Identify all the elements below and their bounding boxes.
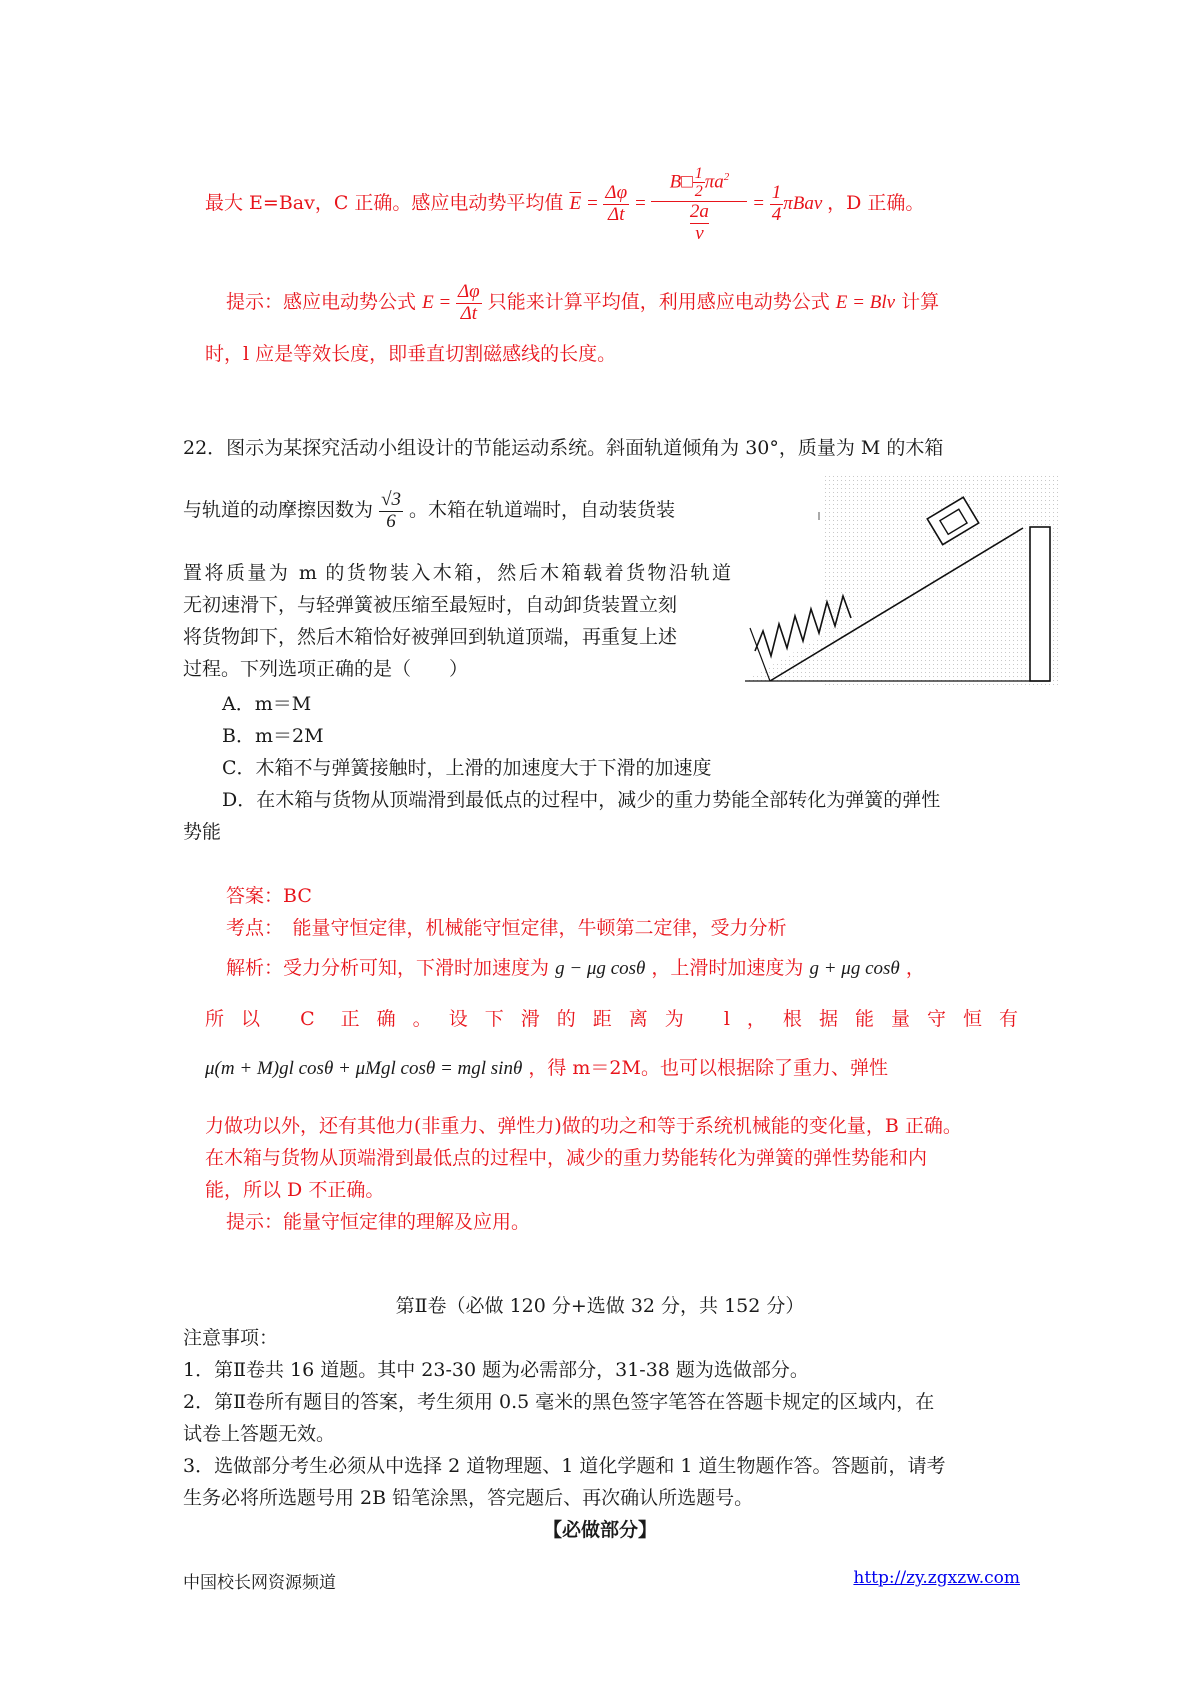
question-line-5: 将货物卸下，然后木箱恰好被弹回到轨道顶端，再重复上述 bbox=[183, 626, 678, 648]
notice-item-1: 1．第Ⅱ卷共 16 道题。其中 23-30 题为必需部分，31-38 题为选做部分。 bbox=[183, 1359, 809, 1381]
formula-line-prefix: 最大 E=Bav，C 正确。感应电动势平均值 bbox=[205, 192, 564, 214]
analysis-line-1 bbox=[226, 950, 925, 987]
notice-item-2: 2．第Ⅱ卷所有题目的答案，考生须用 0.5 毫米的黑色签字笔答在答题卡规定的区域内，在 bbox=[183, 1391, 935, 1413]
up-acceleration: g + μg cosθ bbox=[809, 958, 900, 979]
incline-spring-diagram bbox=[745, 476, 1060, 688]
required-section-title: 【必做部分】 bbox=[542, 1519, 657, 1541]
analysis-line-3 bbox=[205, 1050, 888, 1087]
question-line-1: 22．图示为某探究活动小组设计的节能运动系统。斜面轨道倾角为 30°，质量为 M 的木箱 bbox=[183, 437, 944, 459]
avg-emf-formula: $\overline{E}$ = $\frac{\Delta\varphi}{\Delta t}$ = B□ $\frac{1}{2}$ $\pi a^2$ 2a v = $\frac{1}{4}$ πBav bbox=[569, 164, 823, 244]
answer-hint: 提示：能量守恒定律的理解及应用。 bbox=[226, 1211, 531, 1233]
option-c: C．木箱不与弹簧接触时，上滑的加速度大于下滑的加速度 bbox=[222, 757, 712, 779]
hint-mid: 只能来计算平均值，利用感应电动势公式 bbox=[487, 291, 830, 313]
option-d: D．在木箱与货物从顶端滑到最低点的过程中，减少的重力势能全部转化为弹簧的弹性 bbox=[222, 789, 941, 811]
analysis-line-6: 能，所以 D 不正确。 bbox=[205, 1179, 385, 1201]
analysis-line-2: 所以 C 正确。设下滑的距离为 l，根据能量守恒有 bbox=[205, 1008, 1021, 1030]
hint-line bbox=[226, 277, 939, 328]
emf-formula-avg: E = $\frac{\Delta\varphi}{\Delta t}$ bbox=[422, 281, 480, 325]
analysis-line-5: 在木箱与货物从顶端滑到最低点的过程中，减少的重力势能转化为弹簧的弹性势能和内 bbox=[205, 1147, 928, 1169]
knowledge-points: 考点： 能量守恒定律，机械能守恒定律，牛顿第二定律，受力分析 bbox=[226, 917, 787, 939]
option-a: A．m＝M bbox=[222, 693, 312, 715]
emf-formula-blv: E = Blv bbox=[835, 292, 896, 313]
question-line-2-suffix: 。木箱在轨道端时，自动装货装 bbox=[409, 499, 676, 521]
question-line-6: 过程。下列选项正确的是（ ） bbox=[183, 658, 469, 680]
formula-line bbox=[205, 156, 924, 250]
option-d-continued: 势能 bbox=[183, 821, 222, 843]
notice-item-3: 3．选做部分考生必须从中选择 2 道物理题、1 道化学题和 1 道生物题作答。答题前，请考 bbox=[183, 1455, 946, 1477]
energy-equation: μ(m + M)gl cosθ + μMgl cosθ = mgl sinθ bbox=[205, 1058, 523, 1079]
question-line-2-prefix: 与轨道的动摩擦因数为 bbox=[183, 499, 374, 521]
hint-end: 计算 bbox=[901, 291, 940, 313]
down-acceleration: g − μg cosθ bbox=[555, 958, 646, 979]
notice-heading: 注意事项： bbox=[183, 1327, 279, 1349]
notice-item-2-cont: 试卷上答题无效。 bbox=[183, 1423, 336, 1445]
friction-coefficient: $\frac{√3}{6}$ bbox=[381, 489, 401, 533]
analysis-mid: ，上滑时加速度为 bbox=[651, 957, 804, 979]
formula-line-suffix: ，D 正确。 bbox=[827, 192, 925, 214]
hint-prefix: 提示：感应电动势公式 bbox=[226, 291, 417, 313]
analysis-line-4: 力做功以外，还有其他力(非重力、弹性力)做的功之和等于系统机械能的变化量，B 正确。 bbox=[205, 1115, 962, 1137]
end-wall bbox=[1030, 527, 1050, 681]
hint-line-2: 时，l 应是等效长度，即垂直切割磁感线的长度。 bbox=[205, 343, 617, 365]
analysis-line-3-suffix: ，得 m＝2M。也可以根据除了重力、弹性 bbox=[528, 1057, 888, 1079]
analysis-end: ， bbox=[905, 957, 925, 979]
question-line-2 bbox=[183, 480, 675, 541]
footer-source: 中国校长网资源频道 bbox=[183, 1573, 336, 1593]
footer-link[interactable]: http://zy.zgxzw.com bbox=[853, 1568, 1020, 1588]
analysis-prefix: 解析：受力分析可知，下滑时加速度为 bbox=[226, 957, 550, 979]
question-line-3: 置将质量为 m 的货物装入木箱，然后木箱载着货物沿轨道 bbox=[183, 562, 731, 584]
question-line-4: 无初速滑下，与轻弹簧被压缩至最短时，自动卸货装置立刻 bbox=[183, 594, 678, 616]
option-b: B．m＝2M bbox=[222, 725, 324, 747]
notice-item-3-cont: 生务必将所选题号用 2B 铅笔涂黑，答完题后、再次确认所选题号。 bbox=[183, 1487, 754, 1509]
answer-line: 答案：BC bbox=[226, 885, 312, 907]
part2-title: 第Ⅱ卷（必做 120 分+选做 32 分，共 152 分） bbox=[395, 1295, 805, 1317]
